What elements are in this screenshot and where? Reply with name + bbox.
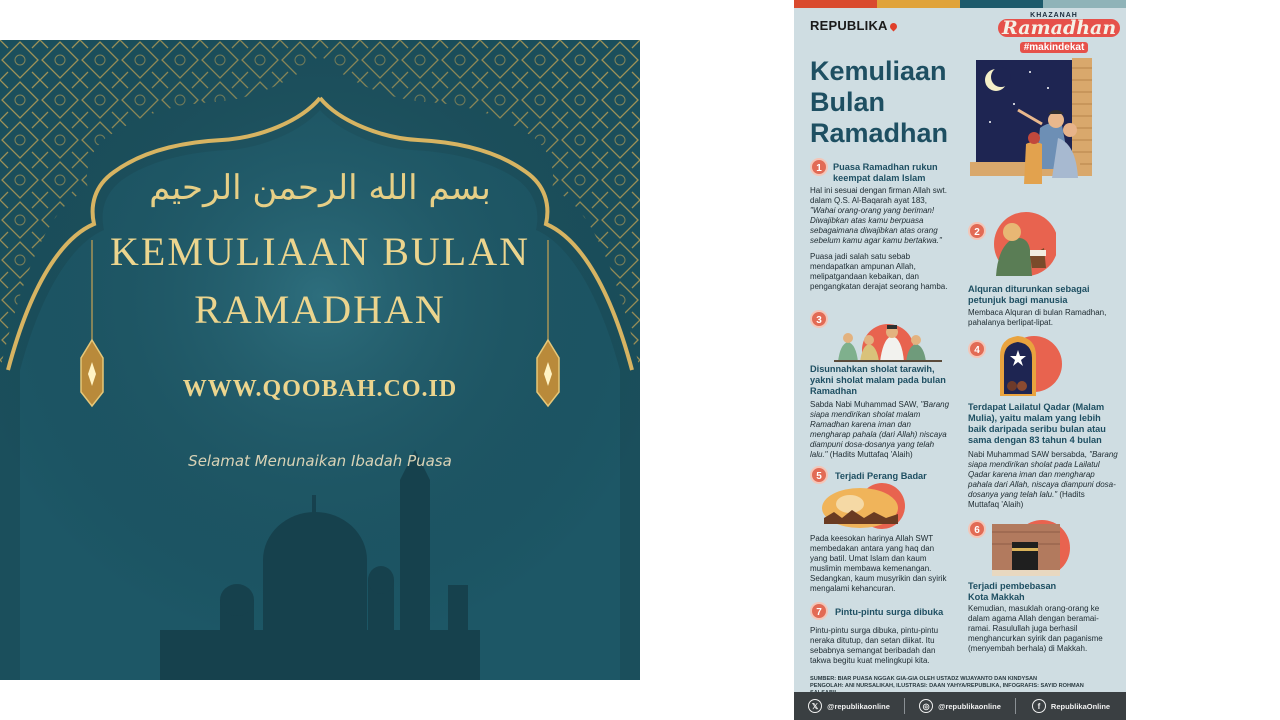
point-body-text: Hal ini sesuai dengan firman Allah swt. dalam Q.S. Al-Baqarah ayat 183, xyxy=(810,186,947,205)
point-body-text: Sabda Nabi Muhammad SAW, xyxy=(810,400,919,409)
point-body xyxy=(810,400,952,460)
point-heading: Puasa Ramadhan rukun keempat dalam Islam xyxy=(833,162,938,183)
x-icon: 𝕏 xyxy=(808,699,822,713)
point-heading: Terdapat Lailatul Qadar (Malam Mulia), yaitu malam yang lebih baik daripada seribu bulan atau sama dengan 83 tahun 4 bulan xyxy=(968,402,1106,445)
point-heading: Disunnahkan sholat tarawih, yakni sholat malam pada bulan Ramadhan xyxy=(810,364,946,396)
point-body xyxy=(968,450,1118,510)
website-url[interactable]: WWW.QOOBAH.CO.ID xyxy=(182,376,458,402)
greeting-text: Selamat Menunaikan Ibadah Puasa xyxy=(188,452,452,470)
title-line: Kemuliaan xyxy=(810,56,947,86)
tarawih-prayer-illustration xyxy=(834,320,942,362)
brand-name: REPUBLIKA xyxy=(810,18,888,33)
point-number-badge: 2 xyxy=(968,222,986,240)
facebook-icon: f xyxy=(1032,699,1046,713)
credits-line: PENGOLAH: ANI NURSALIKAH, ILUSTRASI: DAAN YAHYA/REPUBLIKA, INFOGRAFIS: SAYID ROHMAN xyxy=(810,683,1084,689)
social-link-facebook[interactable] xyxy=(1016,699,1126,713)
ramadhan-greeting-card xyxy=(0,40,640,680)
title-line: Ramadhan xyxy=(810,118,949,148)
infographic-panel xyxy=(794,0,1126,720)
point-heading: Terjadi Perang Badar xyxy=(835,471,927,481)
hashtag-badge: #makindekat xyxy=(1020,42,1089,53)
point-heading: Terjadi pembebasan Kota Makkah xyxy=(968,581,1057,602)
color-topbar xyxy=(794,0,1126,8)
social-link-x[interactable] xyxy=(794,699,904,713)
point-heading: Alquran diturunkan sebagai petunjuk bagi manusia xyxy=(968,284,1090,305)
point-quote: "Wahai orang-orang yang beriman! Diwajibkan atas kamu berpuasa sebagaimana diwajibkan atas orang sebelum kamu agar kamu bertakwa." xyxy=(810,206,942,245)
kaaba-makkah-illustration xyxy=(990,518,1072,580)
social-handle: @republikaonline xyxy=(938,701,1001,711)
republika-logo xyxy=(810,18,897,33)
point-body: Pada keesokan harinya Allah SWT membedakan antara yang haq dan yang batil. Umat Islam dan kaum muslimin membawa kemenangan. Sedangkan, kaum musyrikin dan syirik mengalami kehancuran. xyxy=(810,534,947,593)
source-line: SUMBER: BIAR PUASA NGGAK GIA-GIA OLEH USTADZ WIJAYANTO DAN KINDYSAN xyxy=(810,676,1038,682)
point-number-badge: 6 xyxy=(968,520,986,538)
point-body-text: Nabi Muhammad SAW bersabda, xyxy=(968,450,1087,459)
point-quote: "Barang siapa mendirikan sholat pada Lailatul Qadar karena iman dan mengharap pahala dari Allah, niscaya diampuni dosa-dosanya yang telah lalu." xyxy=(968,450,1118,499)
quran-reading-illustration xyxy=(990,210,1056,280)
point-body: Membaca Alquran di bulan Ramadhan, pahalanya berlipat-lipat. xyxy=(968,308,1107,327)
basmala-text: بسم الله الرحمن الرحيم xyxy=(149,168,491,208)
logo-drop-icon xyxy=(888,22,898,32)
khazanah-ramadhan: Ramadhan xyxy=(998,19,1120,37)
point-heading: Pintu-pintu surga dibuka xyxy=(835,607,944,617)
point-number-badge: 1 xyxy=(810,158,828,176)
khazanah-ramadhan-badge xyxy=(998,12,1117,53)
point-quote: "Barang siapa mendirikan sholat malam Ramadhan karena iman dan mengharap pahala (dari Allah) niscaya diampuni dosa-dosanya yang telah lalu." xyxy=(810,400,950,459)
point-number-badge: 3 xyxy=(810,310,828,328)
point-body xyxy=(810,186,952,246)
point-number-badge: 7 xyxy=(810,602,828,620)
night-sky-window-illustration xyxy=(970,58,1120,208)
instagram-icon: ◎ xyxy=(919,699,933,713)
social-handle: @republikaonline xyxy=(827,701,890,711)
card-title-line2: RAMADHAN xyxy=(194,287,446,332)
title-line: Bulan xyxy=(810,87,886,117)
point-citation: (Hadits Muttafaq 'Alaih) xyxy=(827,450,913,459)
card-title-line1: KEMULIAAN BULAN xyxy=(110,229,530,274)
point-number-badge: 4 xyxy=(968,340,986,358)
khazanah-label: KHAZANAH xyxy=(1030,12,1078,19)
point-body-extra: Puasa jadi salah satu sebab mendapatkan ampunan Allah, melipatgandaan kebaikan, dan pengangkatan derajat seorang hamba. xyxy=(810,252,948,291)
social-handle: RepublikaOnline xyxy=(1050,701,1111,711)
social-footer xyxy=(794,692,1126,720)
infographic-title xyxy=(810,56,980,149)
card-artwork xyxy=(0,40,640,680)
point-citation: (Hadits Muttafaq 'Alaih) xyxy=(968,490,1085,509)
lailatul-qadar-illustration xyxy=(994,334,1062,398)
battle-of-badr-illustration xyxy=(820,482,912,532)
point-body: Kemudian, masuklah orang-orang ke dalam agama Allah dengan beramai-ramai. Rasulullah juga berhasil menghancurkan syirik dan paganisme (menyembah berhala) di Makkah. xyxy=(968,604,1103,653)
point-number-badge: 5 xyxy=(810,466,828,484)
social-link-instagram[interactable] xyxy=(905,699,1015,713)
point-body: Pintu-pintu surga dibuka, pintu-pintu neraka ditutup, dan setan diikat. Itu sebabnya semangat beribadah dan takwa begitu kuat melingkupi kita. xyxy=(810,626,939,665)
